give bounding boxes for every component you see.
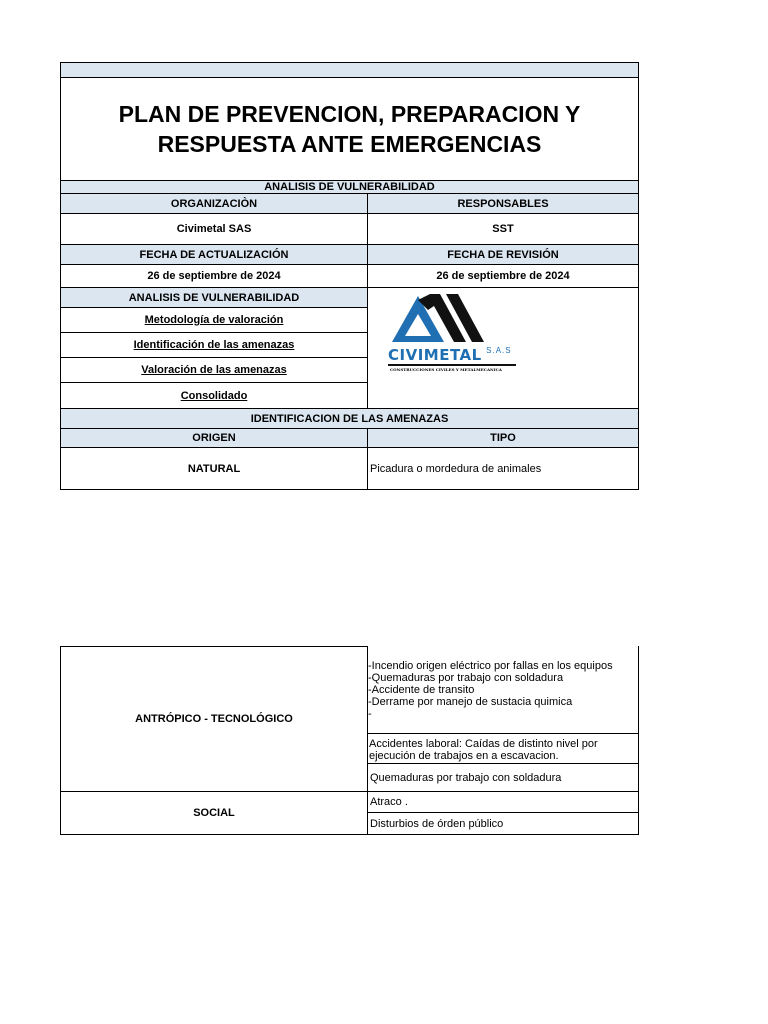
organization-header: ORGANIZACIÒN <box>60 193 368 214</box>
top-header-bar <box>60 62 639 78</box>
organization-value: Civimetal SAS <box>60 213 368 245</box>
welding-burns-cell: Quemaduras por trabajo con soldadura <box>367 763 639 792</box>
update-date-header: FECHA DE ACTUALIZACIÓN <box>60 244 368 265</box>
social-riots: Disturbios de órden público <box>367 812 639 835</box>
title-line-1: PLAN DE PREVENCION, PREPARACION Y <box>118 101 581 127</box>
work-accidents-line-1: Accidentes laboral: Caídas de distinto nivel por <box>369 738 598 750</box>
threat-chemical-spill: -Derrame por manejo de sustacia quimica <box>368 696 573 708</box>
analysis-header: ANALISIS DE VULNERABILIDAD <box>60 287 368 308</box>
threats-header: IDENTIFICACION DE LAS AMENAZAS <box>60 408 639 429</box>
update-date-value: 26 de septiembre de 2024 <box>60 264 368 288</box>
work-accidents-line-2: ejecución de trabajos en a escavacion. <box>369 750 559 762</box>
link-valuation[interactable]: Valoración de las amenazas <box>141 364 287 376</box>
anthropic-threat-list-cell <box>367 646 639 734</box>
logo-cell <box>367 287 639 409</box>
link-cell-methodology <box>60 307 368 333</box>
title-line-2: RESPUESTA ANTE EMERGENCIAS <box>157 131 542 157</box>
anthropic-threat-list <box>367 660 613 720</box>
anthropic-origin: ANTRÓPICO - TECNOLÓGICO <box>60 646 368 792</box>
logo-wordmark <box>388 346 528 366</box>
type-header: TIPO <box>367 428 639 448</box>
company-logo <box>386 294 526 370</box>
section-vulnerability-header: ANALISIS DE VULNERABILIDAD <box>60 180 639 194</box>
social-robbery: Atraco . <box>367 791 639 813</box>
threat-electrical-fire: -Incendio origen eléctrico por fallas en los equipos <box>368 660 613 672</box>
logo-underline <box>388 364 516 366</box>
threat-welding-burns: -Quemaduras por trabajo con soldadura <box>368 672 564 684</box>
document-title <box>60 77 639 181</box>
review-date-header: FECHA DE REVISIÓN <box>367 244 639 265</box>
link-identification[interactable]: Identificación de las amenazas <box>133 339 295 351</box>
natural-origin: NATURAL <box>60 447 368 490</box>
origin-header: ORIGEN <box>60 428 368 448</box>
social-origin: SOCIAL <box>60 791 368 835</box>
link-methodology[interactable]: Metodología de valoración <box>144 314 284 326</box>
natural-type: Picadura o mordedura de animales <box>367 447 639 490</box>
link-cell-consolidated <box>60 382 368 409</box>
logo-suffix: S.A.S <box>486 346 512 355</box>
mountains-logo-icon <box>386 294 526 350</box>
threat-traffic-accident: -Accidente de transito <box>368 684 475 696</box>
review-date-value: 26 de septiembre de 2024 <box>367 264 639 288</box>
logo-tagline: CONSTRUCCIONES CIVILES Y METALMECANICA <box>390 367 502 372</box>
responsables-header: RESPONSABLES <box>367 193 639 214</box>
work-accidents-text <box>368 738 598 762</box>
work-accidents-cell <box>367 733 639 764</box>
threat-empty-item: - <box>368 708 372 720</box>
logo-brand: CIVIMETAL <box>388 346 482 364</box>
link-cell-valuation <box>60 357 368 383</box>
link-consolidated[interactable]: Consolidado <box>180 389 248 402</box>
responsables-value: SST <box>367 213 639 245</box>
link-cell-identification <box>60 332 368 358</box>
